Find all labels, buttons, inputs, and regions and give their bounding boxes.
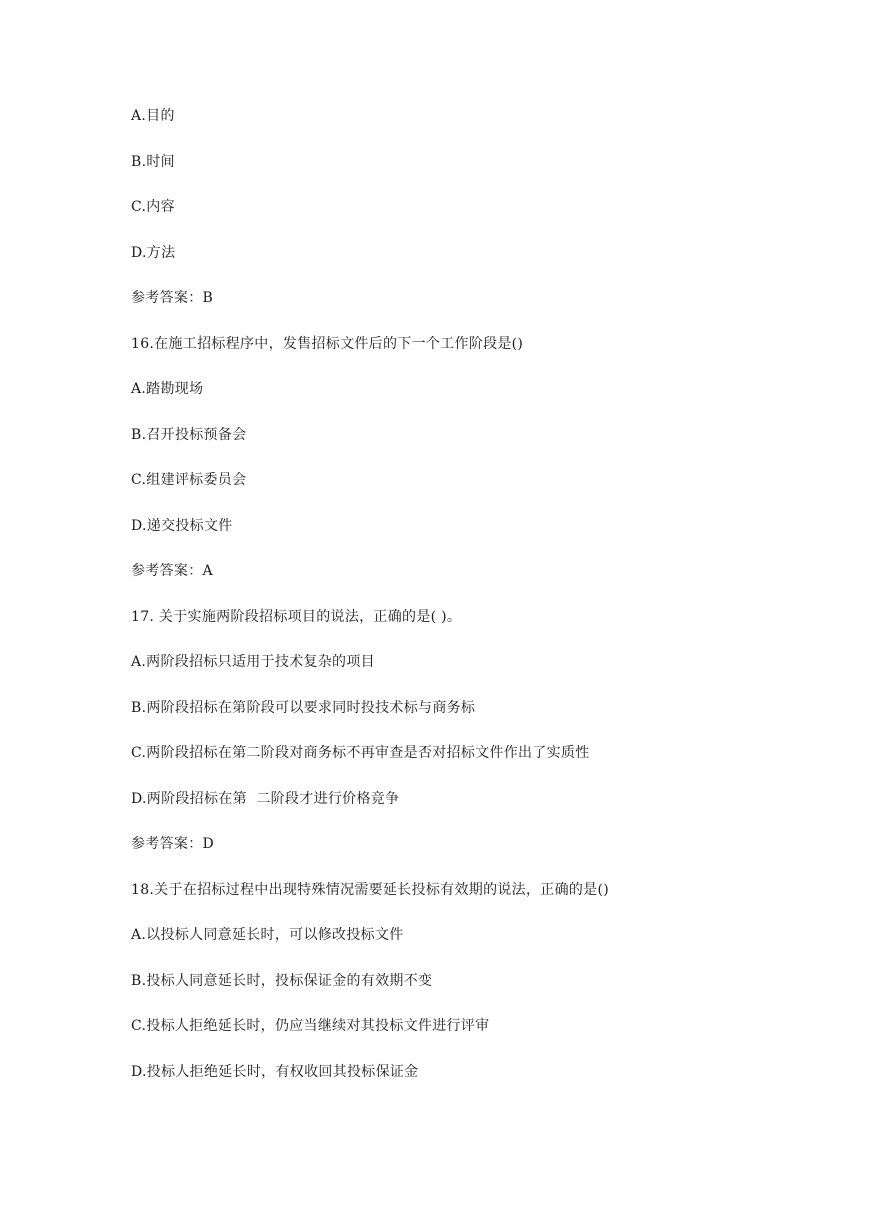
- q17-option-b: B.两阶段招标在第阶段可以要求同时投技术标与商务标: [131, 700, 476, 716]
- q16-option-d: D.递交投标文件: [131, 518, 233, 534]
- q15-option-b: B.时间: [131, 154, 175, 170]
- q18-option-b: B.投标人同意延长时，投标保证金的有效期不变: [131, 973, 433, 989]
- q15-option-c: C.内容: [131, 199, 175, 215]
- q17-option-c: C.两阶段招标在第二阶段对商务标不再审查是否对招标文件作出了实质性: [131, 745, 590, 761]
- q15-answer: 参考答案：B: [131, 290, 214, 306]
- q17-question: 17. 关于实施两阶段招标项目的说法，正确的是( )。: [131, 609, 462, 625]
- q17-option-d: D.两阶段招标在第 二阶段才进行价格竞争: [131, 791, 400, 807]
- q17-option-a: A.两阶段招标只适用于技术复杂的项目: [131, 654, 375, 670]
- q16-answer: 参考答案：A: [131, 563, 213, 579]
- q15-option-d: D.方法: [131, 245, 176, 261]
- q15-option-a: A.目的: [131, 108, 175, 124]
- q18-option-c: C.投标人拒绝延长时，仍应当继续对其投标文件进行评审: [131, 1018, 490, 1034]
- q16-question: 16.在施工招标程序中，发售招标文件后的下一个工作阶段是(): [131, 336, 524, 352]
- q16-option-c: C.组建评标委员会: [131, 472, 247, 488]
- q16-option-a: A.踏勘现场: [131, 381, 204, 397]
- q18-option-d: D.投标人拒绝延长时，有权收回其投标保证金: [131, 1064, 419, 1080]
- q17-answer: 参考答案：D: [131, 836, 215, 852]
- q18-option-a: A.以投标人同意延长时，可以修改投标文件: [131, 927, 404, 943]
- q18-question: 18.关于在招标过程中出现特殊情况需要延长投标有效期的说法，正确的是(): [131, 882, 609, 898]
- q16-option-b: B.召开投标预备会: [131, 427, 247, 443]
